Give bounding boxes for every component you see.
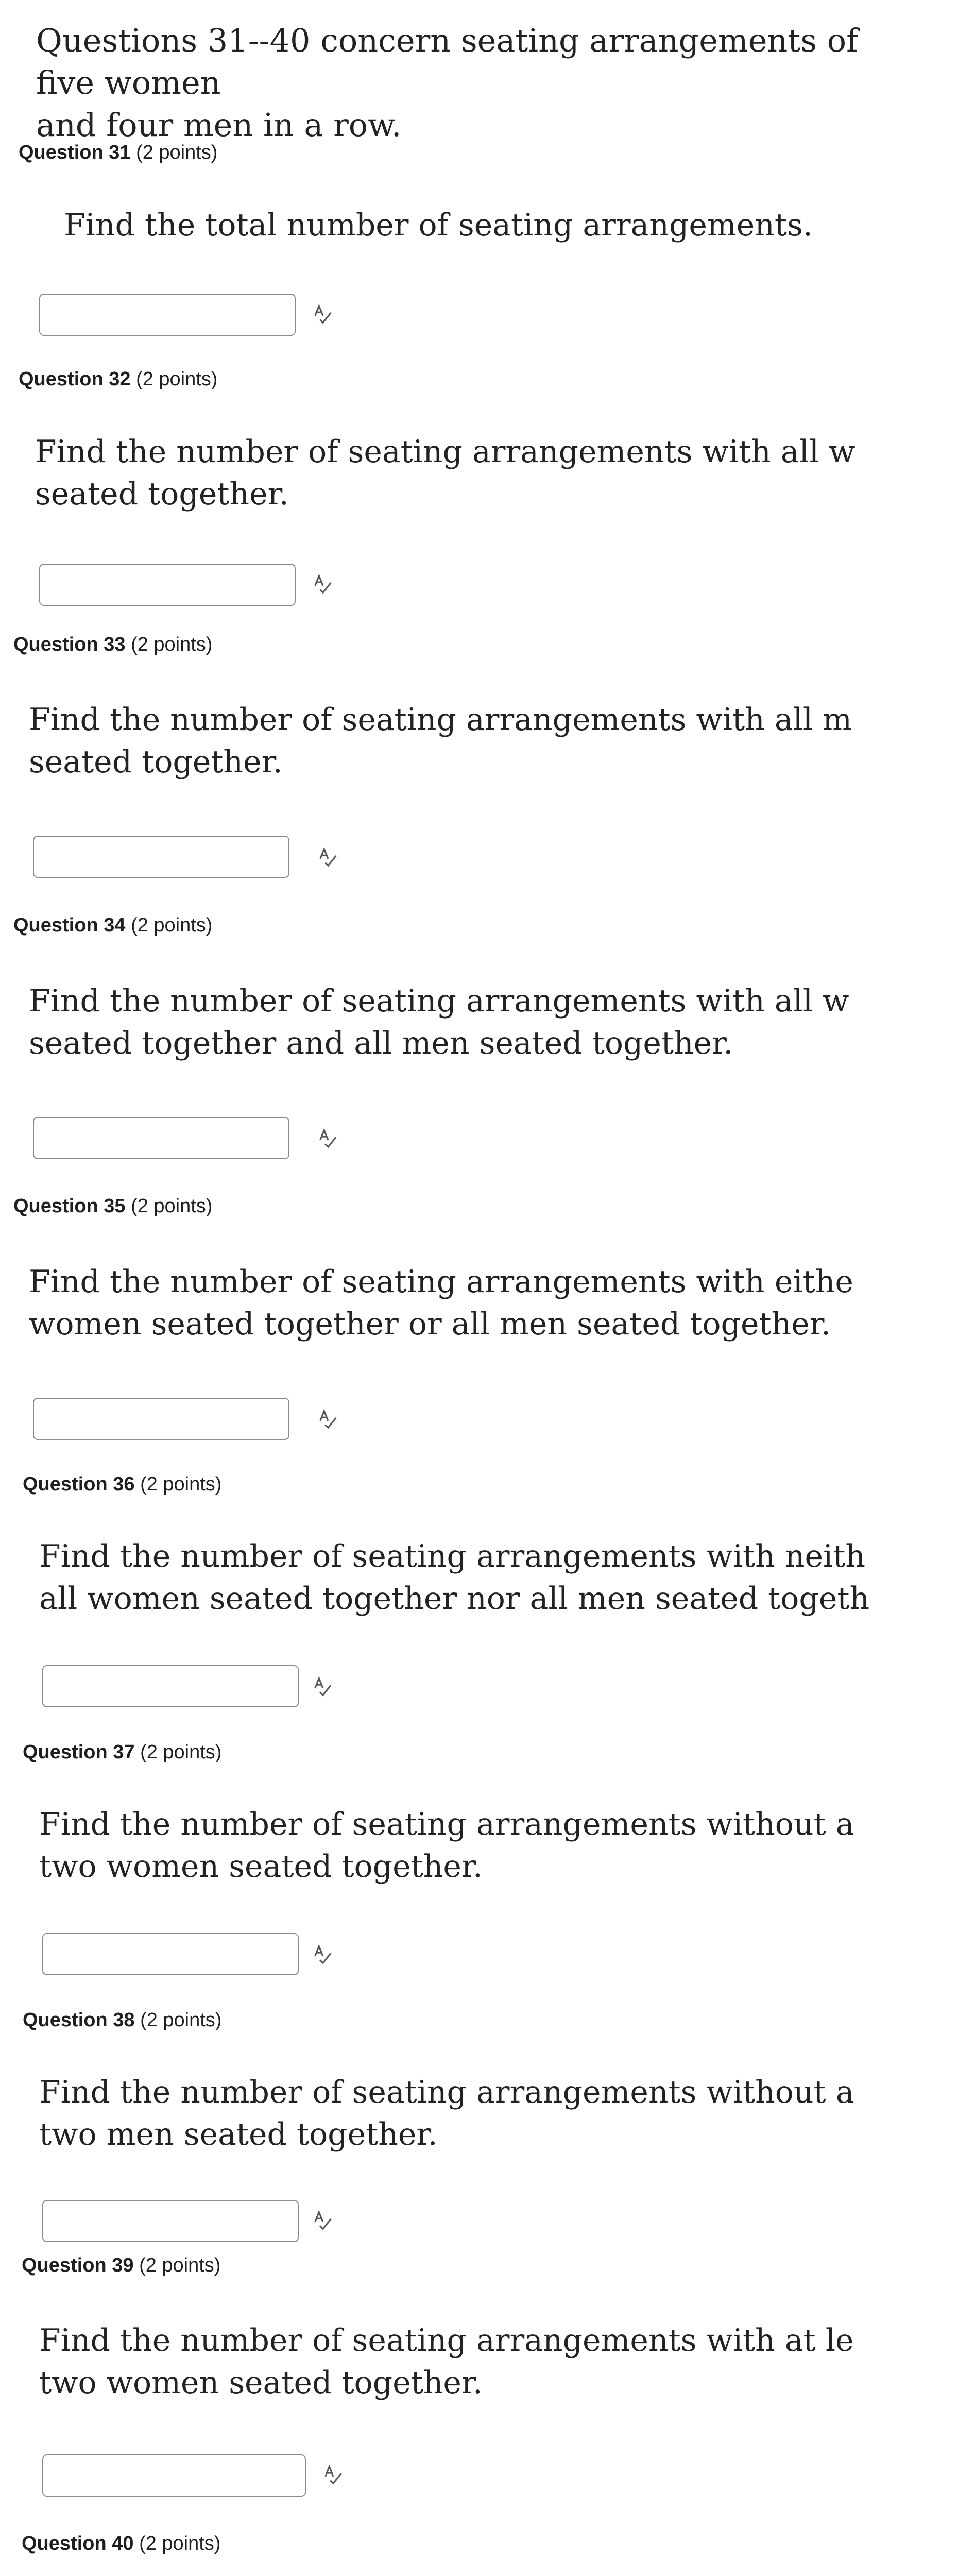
question-40-header xyxy=(22,2533,220,2555)
question-points: (2 points) xyxy=(136,368,218,390)
question-35-answer-input[interactable] xyxy=(33,1398,289,1440)
spellcheck-icon[interactable] xyxy=(316,1126,340,1150)
question-text-line-2: seated together. xyxy=(35,476,289,512)
question-text-line-2: seated together and all men seated together. xyxy=(29,1025,733,1061)
question-title: Question 34 xyxy=(13,914,126,936)
spellcheck-icon[interactable] xyxy=(311,572,335,596)
question-33-text xyxy=(29,699,852,783)
question-text-line-1: Find the number of seating arrangements without a xyxy=(39,1806,854,1842)
question-points: (2 points) xyxy=(136,142,218,163)
question-31-header xyxy=(19,142,217,164)
question-35-header xyxy=(13,1195,212,1217)
question-text-line-2: seated together. xyxy=(29,744,283,780)
question-39-answer-input[interactable] xyxy=(42,2454,306,2497)
question-32-text xyxy=(35,431,856,515)
question-37-text xyxy=(39,1803,854,1888)
question-37-answer-input[interactable] xyxy=(42,1933,299,1975)
question-38-answer-clip xyxy=(41,2199,301,2223)
question-31-answer-input[interactable] xyxy=(39,294,296,336)
question-text-line-1: Find the number of seating arrangements with all w xyxy=(29,983,849,1019)
question-39-text xyxy=(39,2319,854,2404)
question-33-header xyxy=(13,634,212,656)
question-33-answer-input[interactable] xyxy=(33,836,289,878)
question-title: Question 33 xyxy=(13,634,126,655)
question-36-answer-input[interactable] xyxy=(42,1665,299,1707)
spellcheck-icon[interactable] xyxy=(311,1674,335,1698)
question-text-line-2: two women seated together. xyxy=(39,1849,483,1885)
question-text-line-2: two women seated together. xyxy=(39,2365,483,2401)
question-text-line-2: two men seated together. xyxy=(39,2116,438,2153)
section-intro xyxy=(36,20,912,146)
question-title: Question 32 xyxy=(19,368,131,390)
question-text-line-1: Find the number of seating arrangements with all m xyxy=(29,702,852,738)
question-38-header xyxy=(23,2009,221,2031)
question-points: (2 points) xyxy=(139,2533,221,2554)
question-title: Question 37 xyxy=(23,1741,135,1763)
question-title: Question 35 xyxy=(13,1195,126,1217)
question-36-text xyxy=(39,1535,870,1620)
question-points: (2 points) xyxy=(131,634,213,655)
spellcheck-icon[interactable] xyxy=(311,302,335,326)
question-text-line-2: women seated together or all men seated together. xyxy=(29,1306,831,1342)
spellcheck-icon[interactable] xyxy=(316,845,340,869)
question-36-header xyxy=(23,1473,221,1496)
question-text-line-1: Find the total number of seating arrangements. xyxy=(64,207,813,243)
question-points: (2 points) xyxy=(139,2255,221,2276)
question-34-header xyxy=(13,914,212,937)
question-35-text xyxy=(29,1261,853,1345)
question-text-line-1: Find the number of seating arrangements without a xyxy=(39,2074,854,2110)
question-37-header xyxy=(23,1741,221,1764)
question-points: (2 points) xyxy=(140,1741,222,1763)
question-32-answer-input[interactable] xyxy=(39,564,296,606)
question-38-text xyxy=(39,2071,854,2156)
spellcheck-icon[interactable] xyxy=(311,1942,335,1966)
question-title: Question 31 xyxy=(19,142,131,163)
intro-line-1: Questions 31--40 concern seating arrangements of five women xyxy=(36,22,859,101)
question-34-text xyxy=(29,980,849,1064)
intro-line-2: and four men in a row. xyxy=(36,106,402,144)
question-text-line-1: Find the number of seating arrangements with all w xyxy=(35,434,856,470)
question-34-answer-input[interactable] xyxy=(33,1117,289,1159)
spellcheck-icon[interactable] xyxy=(321,2463,345,2486)
question-31-text xyxy=(64,204,888,246)
question-39-header xyxy=(22,2255,220,2277)
question-text-line-1: Find the number of seating arrangements with neith xyxy=(39,1538,865,1574)
question-text-line-1: Find the number of seating arrangements with eithe xyxy=(29,1264,853,1300)
question-title: Question 40 xyxy=(22,2533,134,2554)
question-38-answer-input[interactable] xyxy=(42,2200,299,2242)
question-points: (2 points) xyxy=(140,1473,222,1495)
question-title: Question 36 xyxy=(23,1473,135,1495)
question-title: Question 39 xyxy=(22,2255,134,2276)
question-32-header xyxy=(19,368,217,391)
question-text-line-1: Find the number of seating arrangements with at le xyxy=(39,2323,854,2359)
question-points: (2 points) xyxy=(140,2009,222,2031)
spellcheck-icon[interactable] xyxy=(316,1407,340,1431)
question-points: (2 points) xyxy=(131,914,213,936)
question-text-line-2: all women seated together nor all men seated togeth xyxy=(39,1581,870,1617)
question-points: (2 points) xyxy=(131,1195,213,1217)
spellcheck-icon[interactable] xyxy=(311,2208,335,2232)
question-title: Question 38 xyxy=(23,2009,135,2031)
